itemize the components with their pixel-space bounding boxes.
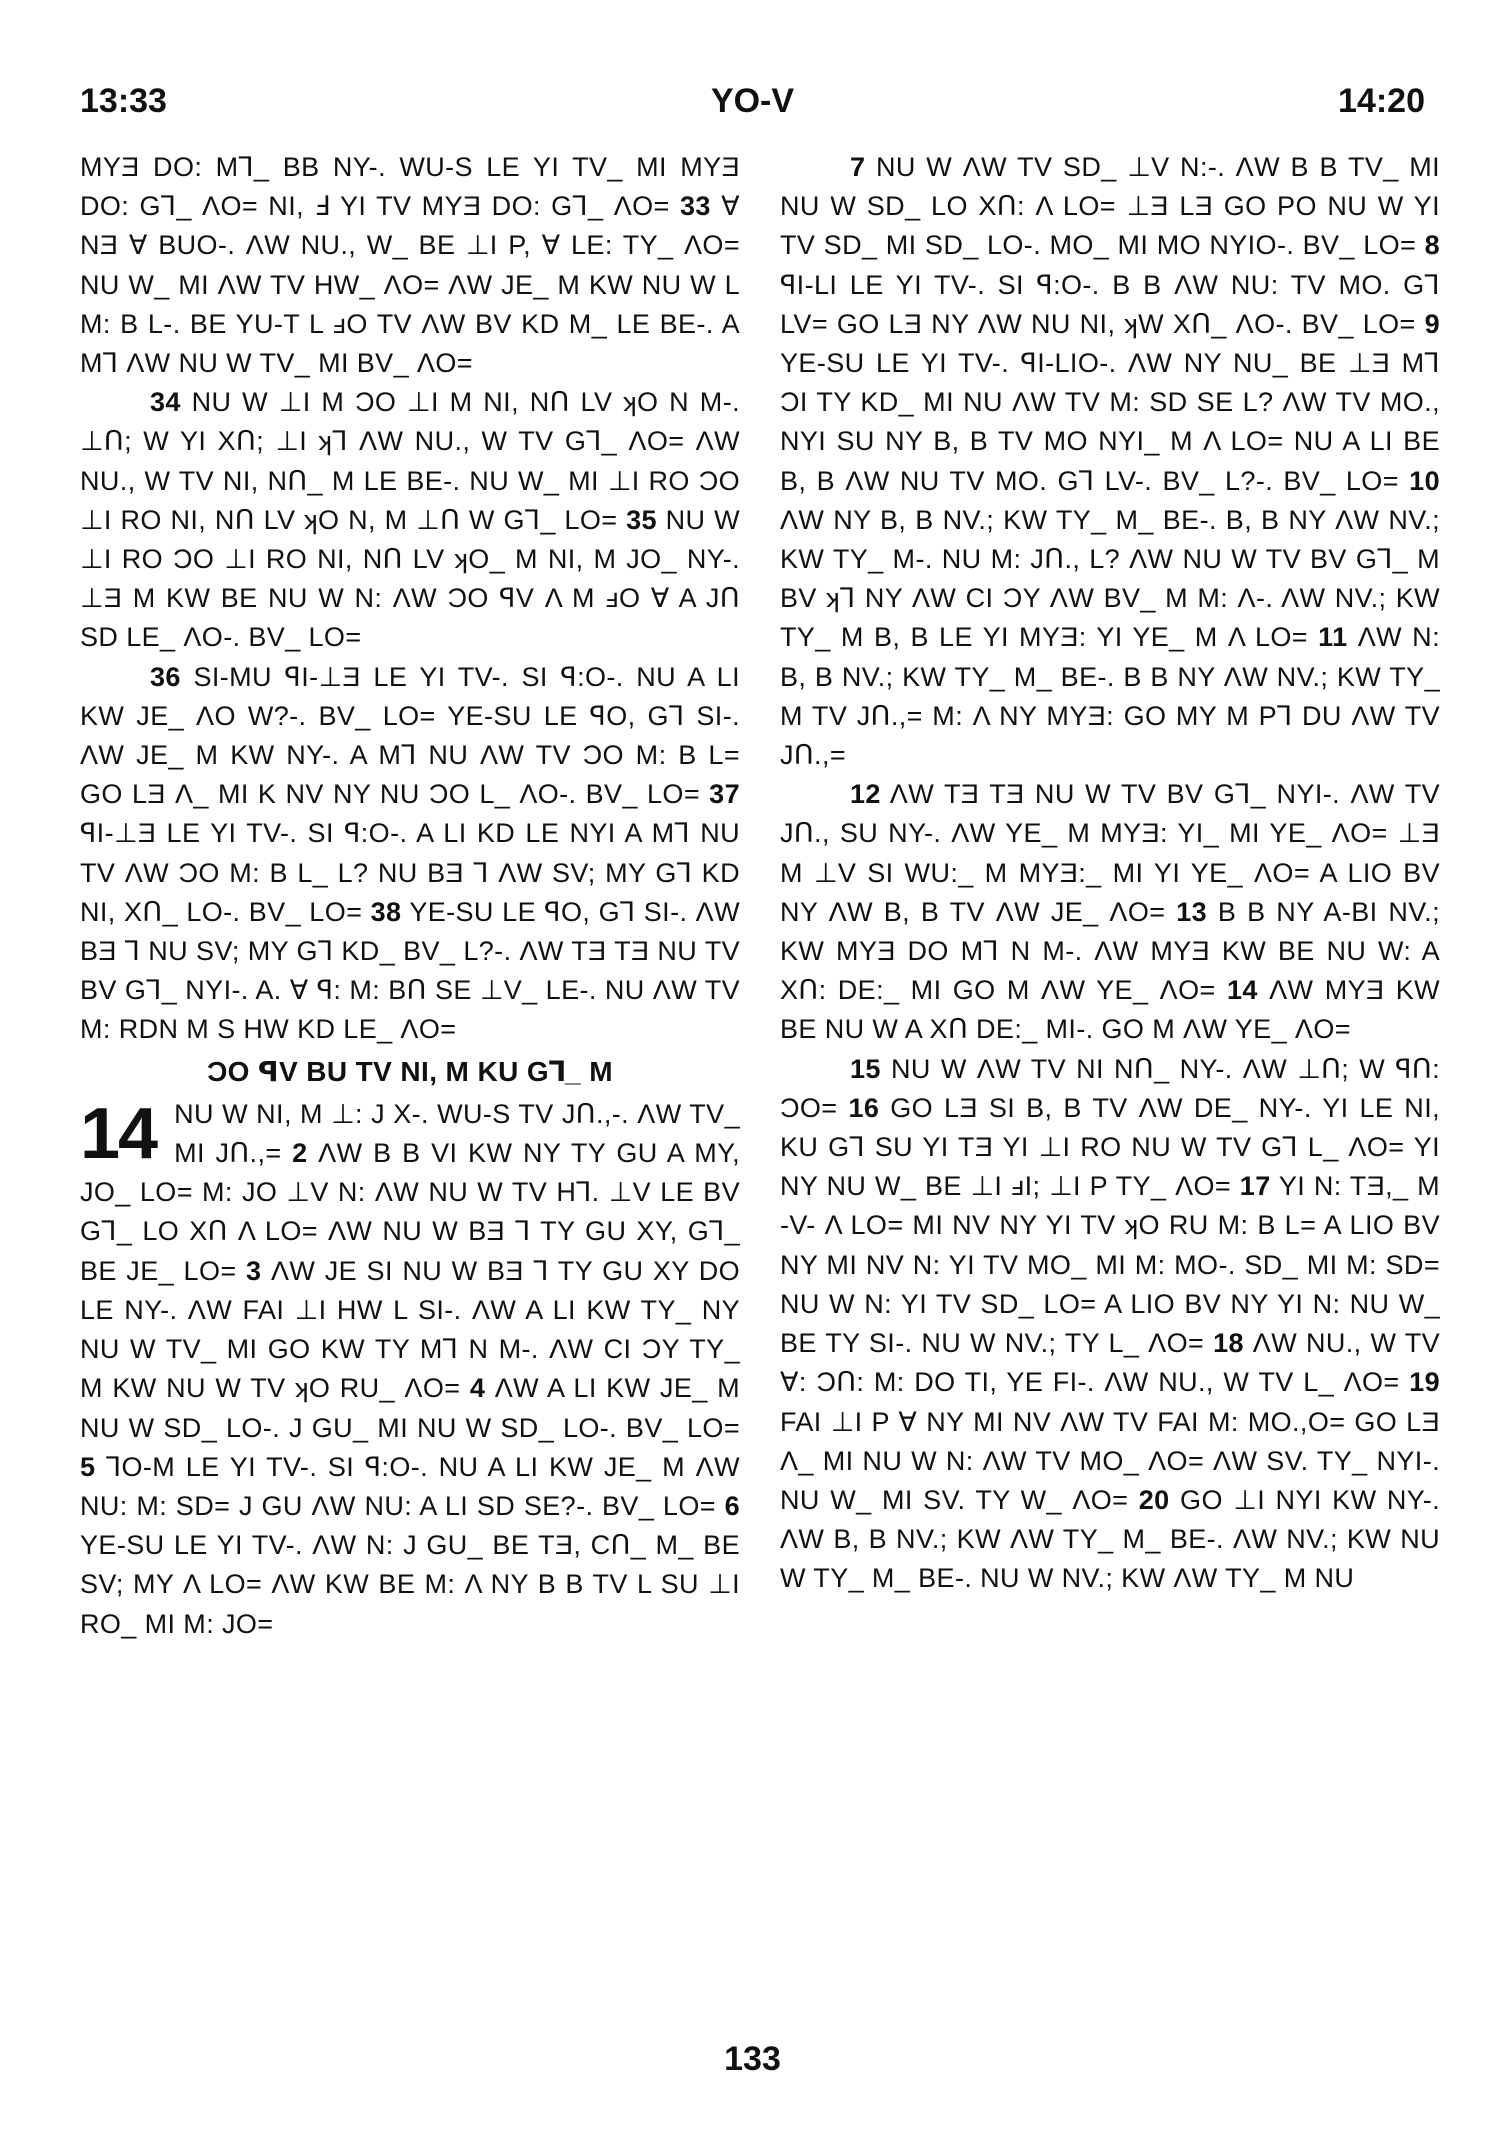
- verse-text: ꟼI-⊥Ǝ LE YI TV-. SI ꟼ:O-. A LI KD LE NYI A M⅂ NU TV ΛW ƆO M: B L_ L? NU BƎ ⅂ ΛW SV; MY G⅂ KD NI, XՈ_ LO-. BV_ LO=: [80, 818, 740, 927]
- verse-number: 7: [850, 152, 866, 182]
- verse-number: 14: [1226, 975, 1258, 1006]
- chapter-block: [80, 1095, 740, 1644]
- verse-text: ΛW A LI KW JE_ M NU W SD_ LO-. J GU_ MI NU W SD_ LO-. BV_ LO=: [80, 1373, 740, 1443]
- header-book-title: YO-V: [710, 82, 795, 120]
- verse-number: 16: [848, 1092, 880, 1123]
- verse-number: 12: [850, 779, 881, 810]
- verse-number: 20: [1138, 1484, 1170, 1515]
- section-heading: ƆO ꟼV BU TV NI, M KU G⅂_ M: [207, 1055, 613, 1087]
- verse-text: YI N: TƎ,_ M -V- Λ LO= MI NV NY YI TV ʞO RU M: B L= A LIO BV NY MI NV N: YI TV MO_ MI M: MO-. SD_ MI M: SD= NU W N: YI TV SD_ LO= A LIO BV NY YI N: NU W_ BE TY SI-. NU W NV.; TY L_ ΛO=: [780, 1171, 1441, 1359]
- verse-number: 8: [1424, 230, 1440, 261]
- verse-text: NU W ⊥I M ƆO ⊥I M NI, NՈ LV ʞO N M-. ⊥Ո; W YI XՈ; ⊥I ʞ⅂ ΛW NU., W TV G⅂_ ΛO= ΛW NU., W TV NI, NՈ_ M LE BE-. NU W_ MI ⊥I RO ƆO ⊥I RO NI, NՈ LV ʞO N, M ⊥Ո W G⅂_ LO=: [80, 387, 740, 535]
- verse-text: NU W ΛW TV NI NՈ_ NY-. ΛW ⊥Ո; W ꟼՈ: ƆO=: [780, 1053, 1440, 1123]
- verse-number: 35: [626, 504, 657, 535]
- header-reference-end: 14:20: [1338, 82, 1425, 120]
- paragraph: [780, 1050, 1440, 1599]
- verse-number: 37: [709, 779, 741, 810]
- paragraph: [80, 658, 740, 1050]
- paragraph: [780, 775, 1440, 1049]
- verse-text: ΛW MYƎ KW BE NU W A XՈ DE:_ MI-. GO M ΛW YE_ ΛO=: [780, 975, 1441, 1045]
- verse-text: FAI ⊥I P Ɐ NY MI NV ΛW TV FAI M: MO.,O= GO LƎ Λ_ MI NU W N: ΛW TV MO_ ΛO= ΛW SV. TY_ NYI-. NU W_ MI SV. TY W_ ΛO=: [780, 1406, 1440, 1515]
- verse-text: NU W ⊥I RO ƆO ⊥I RO NI, NՈ LV ʞO_ M NI, M JO_ NY-. ⊥Ǝ M KW BE NU W N: ΛW ƆO ꟼV Λ M ⅎO Ɐ A JՈ SD LE_ ΛO-. BV_ LO=: [80, 504, 740, 653]
- verse-number: 5: [80, 1451, 96, 1482]
- verse-number: 17: [1239, 1171, 1271, 1202]
- chapter-number: 14: [80, 1094, 157, 1174]
- paragraph: [780, 148, 1440, 775]
- page-header: [80, 82, 1425, 126]
- verse-text: GO LƎ SI B, B TV ΛW DE_ NY-. YI LE NI, KU G⅂ SU YI TƎ YI ⊥I RO NU W TV G⅂ L_ ΛO= YI NY NU W_ BE ⊥I ⅎI; ⊥I P TY_ ΛO=: [780, 1092, 1441, 1202]
- verse-number: 38: [370, 896, 402, 927]
- verse-text: NU W ΛW TV SD_ ⊥V N:-. ΛW B B TV_ MI NU W SD_ LO XՈ: Λ LO= ⊥Ǝ LƎ GO PO NU W YI TV SD_ MI SD_ LO-. MO_ MI MO NYIO-. BV_ LO=: [780, 152, 1440, 261]
- verse-number: 4: [469, 1373, 486, 1404]
- left-column: [80, 148, 740, 1644]
- verse-number: 9: [1424, 308, 1440, 339]
- verse-number: 6: [724, 1490, 740, 1521]
- verse-text: B B NY A-BI NV.; KW MYƎ DO M⅂ N M-. ΛW MYƎ KW BE NU W: A XՈ: DE:_ MI GO M ΛW YE_ ΛO=: [780, 896, 1440, 1006]
- verse-text: ΛW N: B, B NV.; KW TY_ M_ BE-. B B NY ΛW NV.; KW TY_ M TV JՈ.,= M: Λ NY MYƎ: GO MY M P⅂ DU ΛW TV JՈ.,=: [780, 622, 1440, 771]
- right-column: [780, 148, 1440, 1599]
- verse-number: 11: [1318, 622, 1348, 653]
- verse-text: ΛW JE SI NU W BƎ ⅂ TY GU XY DO LE NY-. ΛW FAI ⊥I HW L SI-. ΛW A LI KW TY_ NY NU W TV_ MI GO KW TY M⅂ N M-. ΛW CI ƆY TY_ M KW NU W TV ʞO RU_ ΛO=: [80, 1255, 740, 1404]
- verse-number: 19: [1409, 1367, 1440, 1398]
- verse-number: 3: [246, 1255, 262, 1286]
- verse-number: 36: [150, 661, 181, 692]
- paragraph: [80, 1095, 740, 1644]
- verse-number: 13: [1176, 896, 1208, 927]
- verse-text: ⅂O-M LE YI TV-. SI ꟼ:O-. NU A LI KW JE_ M ΛW NU: M: SD= J GU ΛW NU: A LI SD SE?-. BV_ LO=: [80, 1451, 740, 1521]
- paragraph: [80, 148, 740, 383]
- verse-text: Ɐ NƎ Ɐ BUO-. ΛW NU., W_ BE ⊥I P, Ɐ LE: TY_ ΛO= NU W_ MI ΛW TV HW_ ΛO= ΛW JE_ M KW NU W L M: B L-. BE YU-T L ⅎO TV ΛW BV KD M_ LE BE-. A M⅂ ΛW NU W TV_ MI BV_ ΛO=: [80, 191, 740, 379]
- verse-number: 15: [850, 1053, 881, 1084]
- verse-text: ΛW NY B, B NV.; KW TY_ M_ BE-. B, B NY ΛW NV.; KW TY_ M-. NU M: JՈ., L? ΛW NU W TV BV G⅂_ M BV ʞ⅂ NY ΛW CI ƆY ΛW BV_ M M: Λ-. ΛW NV.; KW TY_ M B, B LE YI MYƎ: YI YE_ M Λ LO=: [780, 504, 1440, 653]
- verse-text: YE-SU LE ꟼO, G⅂ SI-. ΛW BƎ ⅂ NU SV; MY G⅂ KD_ BV_ L?-. ΛW TƎ TƎ NU TV BV G⅂_ NYI-. A. Ɐ ꟼ: M: BՈ SE ⊥V_ LE-. NU ΛW TV M: RDN M S HW KD LE_ ΛO=: [80, 896, 740, 1045]
- verse-number: 33: [679, 191, 711, 222]
- verse-text: YE-SU LE YI TV-. ꟼI-LIO-. ΛW NY NU_ BE ⊥Ǝ M⅂ ƆI TY KD_ MI NU ΛW TV M: SD SE L? ΛW TV MO., NYI SU NY B, B TV MO NYI_ M Λ LO= NU A LI BE B, B ΛW NU TV MO. G⅂ LV-. BV_ L?-. BV_ LO=: [780, 348, 1440, 496]
- verse-number: 34: [150, 387, 181, 418]
- page-number: 133: [724, 2040, 781, 2078]
- verse-text: NU W NI, M ⊥: J X-. WU-S TV JՈ.,-. ΛW TV_ MI JՈ.,=: [174, 1098, 740, 1169]
- verse-number: 18: [1213, 1328, 1244, 1359]
- verse-number: 2: [292, 1138, 308, 1169]
- verse-text: GO ⊥I NYI KW NY-. ΛW B, B NV.; KW ΛW TY_ M_ BE-. ΛW NV.; KW NU W TY_ M_ BE-. NU W NV.; KW ΛW TY_ M NU: [780, 1484, 1441, 1594]
- verse-text: SI-MU ꟼI-⊥Ǝ LE YI TV-. SI ꟼ:O-. NU A LI KW JE_ ΛO W?-. BV_ LO= YE-SU LE ꟼO, G⅂ SI-. ΛW JE_ M KW NY-. A M⅂ NU ΛW TV ƆO M: B L= GO LƎ Λ_ MI K NV NY NU ƆO L_ ΛO-. BV_ LO=: [80, 661, 740, 810]
- verse-text: YE-SU LE YI TV-. ΛW N: J GU_ BE TƎ, CՈ_ M_ BE SV; MY Λ LO= ΛW KW BE M: Λ NY B B TV L SU ⊥I RO_ MI M: JO=: [80, 1530, 740, 1639]
- verse-text: ꟼI-LI LE YI TV-. SI ꟼ:O-. B B ΛW NU: TV MO. G⅂ LV= GO LƎ NY ΛW NU NI, ʞW XՈ_ ΛO-. BV_ LO=: [780, 269, 1440, 339]
- paragraph: [80, 383, 740, 657]
- verse-text: ΛW TƎ TƎ NU W TV BV G⅂_ NYI-. ΛW TV JՈ., SU NY-. ΛW YE_ M MYƎ: YI_ MI YE_ ΛO= ⊥Ǝ M ⊥V SI WU:_ M MYƎ:_ MI YI YE_ ΛO= A LIO BV NY ΛW B, B TV ΛW JE_ ΛO=: [780, 779, 1440, 927]
- verse-text: ΛW NU., W TV Ɐ: ƆՈ: M: DO TI, YE FI-. ΛW NU., W TV L_ ΛO=: [780, 1328, 1441, 1398]
- verse-text: MYƎ DO: M⅂_ BB NY-. WU-S LE YI TV_ MI MYƎ DO: G⅂_ ΛO= NI, Ⅎ YI TV MYƎ DO: G⅂_ ΛO=: [80, 152, 740, 222]
- verse-number: 10: [1409, 465, 1440, 496]
- verse-text: ΛW B B VI KW NY TY GU A MY, JO_ LO= M: JO ⊥V N: ΛW NU W TV H⅂. ⊥V LE BV G⅂_ LO XՈ Λ LO= ΛW NU W BƎ ⅂ TY GU XY, G⅂_ BE JE_ LO=: [80, 1138, 740, 1286]
- header-reference-start: 13:33: [80, 82, 167, 120]
